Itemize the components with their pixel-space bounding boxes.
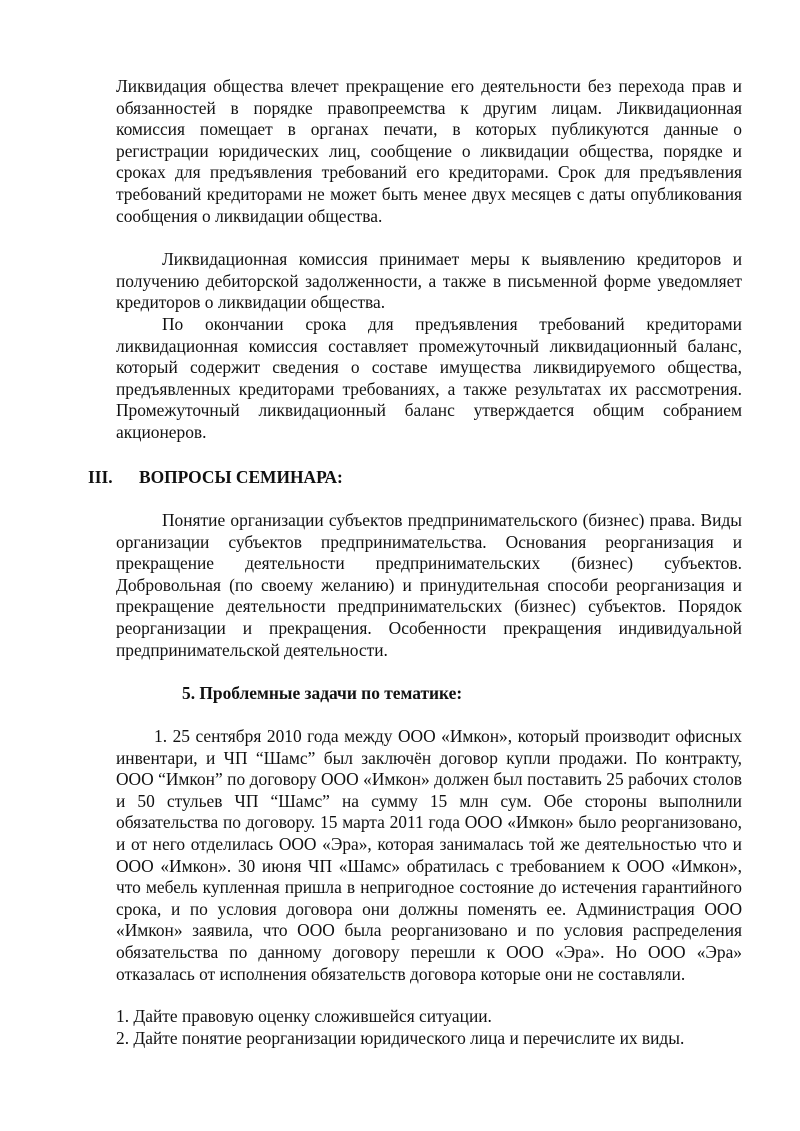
subheading-problem-tasks: 5. Проблемные задачи по тематике: xyxy=(182,683,463,703)
paragraph-seminar-topics: Понятие организации субъектов предпринимательского (бизнес) права. Виды организации субъектов предпринимательства. Основания реорганизация и прекращение деятельности предпринимательских (бизнес) субъектов. Добровольная (по своему желанию) и принудительная способи реорганизация и прекращение деятельности предпринимательских (бизнес) субъектов. Порядок реорганизации и прекращения. Особенности прекращения индивидуальной предпринимательской деятельности. xyxy=(116,510,742,660)
question-2: 2. Дайте понятие реорганизации юридического лица и перечислите их виды. xyxy=(116,1028,685,1048)
question-1: 1. Дайте правовую оценку сложившейся ситуации. xyxy=(116,1006,492,1026)
section-title: ВОПРОСЫ СЕМИНАРА: xyxy=(139,467,343,487)
paragraph-task-1: 1. 25 сентября 2010 года между ООО «Имкон», который производит офисных инвентари, и ЧП “Шамс” был заключён договор купли продажи. По контракту, ООО “Имкон” по договору ООО «Имкон» должен был поставить 25 рабочих столов и 50 стульев ЧП “Шамс” на сумму 15 млн сум. Обе стороны выполнили обязательства по договору. 15 марта 2011 года ООО «Имкон» было реорганизовано, и от него отделилась ООО «Эра», которая занималась той же деятельностью что и ООО «Имкон». 30 июня ЧП «Шамс» обратилась с требованием к ООО «Имкон», что мебель купленная пришла в непригодное состояние до истечения гарантийного срока, и по условия договора они должны поменять ее. Администрация ООО «Имкон» заявила, что ООО была реорганизовано и по условия распределения обязательства по данному договору перешли к ООО «Эра». Но ООО «Эра» отказалась от исполнения обязательств договора которые они не составляли. xyxy=(116,726,742,984)
paragraph-interim-balance: По окончании срока для предъявления требований кредиторами ликвидационная комиссия составляет промежуточный ликвидационный баланс, который содержит сведения о составе имущества ликвидируемого общества, предъявленных кредиторами требованиях, а также результатах их рассмотрения. Промежуточный ликвидационный баланс утверждается общим собранием акционеров. xyxy=(116,314,742,442)
paragraph-liquidation-effect: Ликвидация общества влечет прекращение его деятельности без перехода прав и обязанностей в порядке правопреемства к другим лицам. Ликвидационная комиссия помещает в органах печати, в которых публикуются данные о регистрации юридических лиц, сообщение о ликвидации общества, порядке и сроках для предъявления требований его кредиторами. Срок для предъявления требований кредиторами не может быть менее двух месяцев с даты опубликования сообщения о ликвидации общества. xyxy=(116,76,742,226)
section-heading-seminar-questions xyxy=(88,466,343,488)
section-number: III. xyxy=(88,467,113,487)
paragraph-liquidation-commission-measures: Ликвидационная комиссия принимает меры к выявлению кредиторов и получению дебиторской задолженности, а также в письменной форме уведомляет кредиторов о ликвидации общества. xyxy=(116,249,742,313)
